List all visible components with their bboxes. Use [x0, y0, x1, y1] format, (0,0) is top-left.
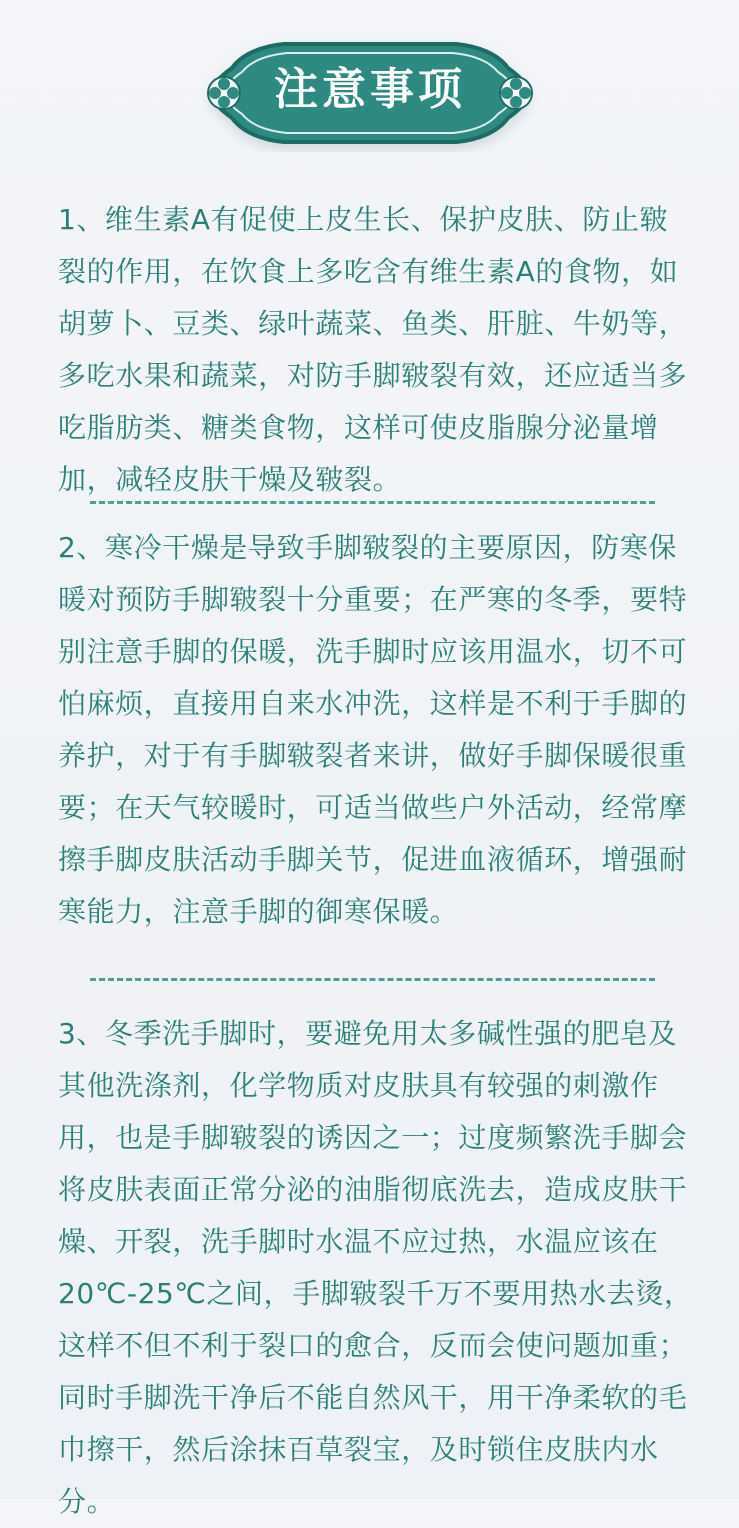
title-banner [198, 34, 542, 152]
tip-section-2: 2、寒冷干燥是导致手脚皲裂的主要原因，防寒保暖对预防手脚皲裂十分重要；在严寒的冬季，要特别注意手脚的保暖，洗手脚时应该用温水，切不可怕麻烦，直接用自来水冲洗，这样是不利于手脚的养护，对于有手脚皲裂者来讲，做好手脚保暖很重要；在天气较暖时，可适当做些户外活动，经常摩擦手脚皮肤活动手脚关节，促进血液循环，增强耐寒能力，注意手脚的御寒保暖。 [58, 531, 688, 928]
page-title: 注意事项 [274, 64, 466, 115]
section-divider-2 [90, 978, 655, 981]
tip-section-1: 1、维生素A有促使上皮生长、保护皮肤、防止皲裂的作用，在饮食上多吃含有维生素A的食物，如胡萝卜、豆类、绿叶蔬菜、鱼类、肝脏、牛奶等，多吃水果和蔬菜，对防手脚皲裂有效，还应适当多吃脂肪类、糖类食物，这样可使皮脂腺分泌量增加，减轻皮肤干燥及皲裂。 [58, 203, 688, 496]
tip-section-3: 3、冬季洗手脚时，要避免用太多碱性强的肥皂及其他洗涤剂，化学物质对皮肤具有较强的刺激作用，也是手脚皲裂的诱因之一；过度频繁洗手脚会将皮肤表面正常分泌的油脂彻底洗去，造成皮肤干燥、开裂，洗手脚时水温不应过热，水温应该在20℃-25℃之间，手脚皲裂千万不要用热水去烫，这样不但不利于裂口的愈合，反而会使问题加重；同时手脚洗干净后不能自然风干，用干净柔软的毛巾擦干，然后涂抹百草裂宝，及时锁住皮肤内水分。 [58, 1017, 693, 1518]
section-divider-1 [90, 501, 655, 504]
